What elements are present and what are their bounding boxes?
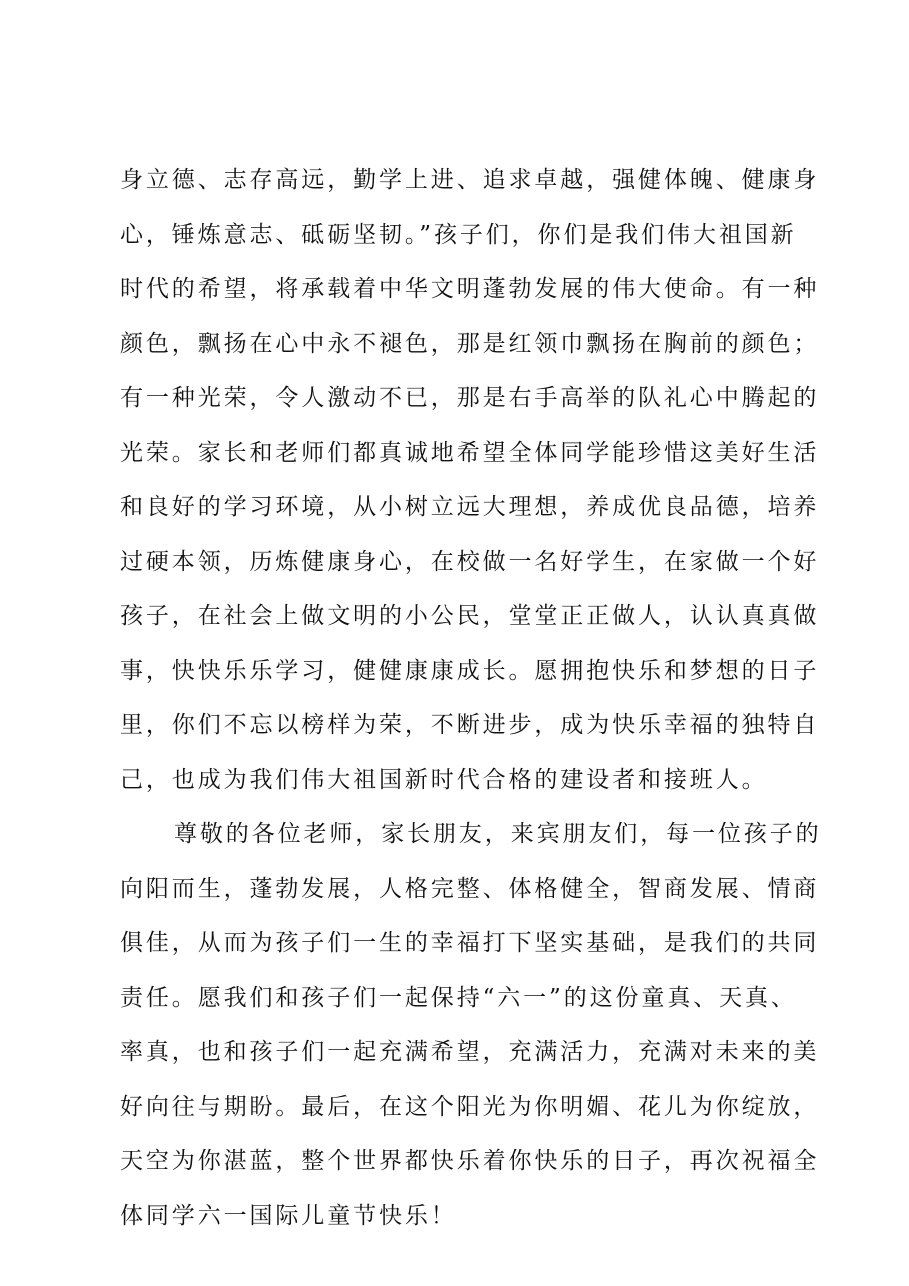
text-line: 俱佳，从而为孩子们一生的幸福打下坚实基础，是我们的共同 (120, 930, 820, 956)
text-line: 和良好的学习环境，从小树立远大理想，养成优良品德，培养 (120, 494, 820, 520)
text-line: 心，锤炼意志、砥砺坚韧。”孩子们，你们是我们伟大祖国新 (120, 221, 797, 248)
text-line: 里，你们不忘以榜样为荣，不断进步，成为快乐幸福的独特自 (120, 712, 820, 738)
text-line: 颜色，飘扬在心中永不褪色，那是红领巾飘扬在胸前的颜色； (120, 330, 820, 357)
paragraph-1 (120, 153, 820, 807)
text-line: 事，快快乐乐学习，健健康康成长。愿拥抱快乐和梦想的日子 (120, 657, 820, 684)
text-line: 率真，也和孩子们一起充满希望，充满活力，充满对未来的美 (120, 1039, 820, 1065)
text-line: 责任。愿我们和孩子们一起保持“六一”的这份童真、天真、 (120, 984, 797, 1011)
paragraph-2 (120, 807, 822, 1243)
text-line: 天空为你湛蓝，整个世界都快乐着你快乐的日子，再次祝福全 (120, 1148, 820, 1174)
text-line: 有一种光荣，令人激动不已，那是右手高举的队礼心中腾起的 (120, 385, 820, 411)
text-line: 光荣。家长和老师们都真诚地希望全体同学能珍惜这美好生活 (120, 439, 820, 466)
text-line: 时代的希望，将承载着中华文明蓬勃发展的伟大使命。有一种 (120, 276, 820, 302)
text-line: 向阳而生，蓬勃发展，人格完整、体格健全，智商发展、情商 (120, 875, 820, 902)
document-body (120, 153, 822, 1243)
text-line: 过硬本领，历炼健康身心，在校做一名好学生，在家做一个好 (120, 548, 820, 575)
text-line: 孩子，在社会上做文明的小公民，堂堂正正做人，认认真真做 (120, 603, 820, 629)
text-line: 体同学六一国际儿童节快乐！ (120, 1202, 457, 1229)
text-line: 己，也成为我们伟大祖国新时代合格的建设者和接班人。 (120, 766, 768, 793)
text-line: 尊敬的各位老师，家长朋友，来宾朋友们，每一位孩子的 (174, 821, 822, 847)
text-line: 身立德、志存高远，勤学上进、追求卓越，强健体魄、健康身 (120, 167, 820, 193)
text-line: 好向往与期盼。最后，在这个阳光为你明媚、花儿为你绽放， (120, 1093, 820, 1120)
